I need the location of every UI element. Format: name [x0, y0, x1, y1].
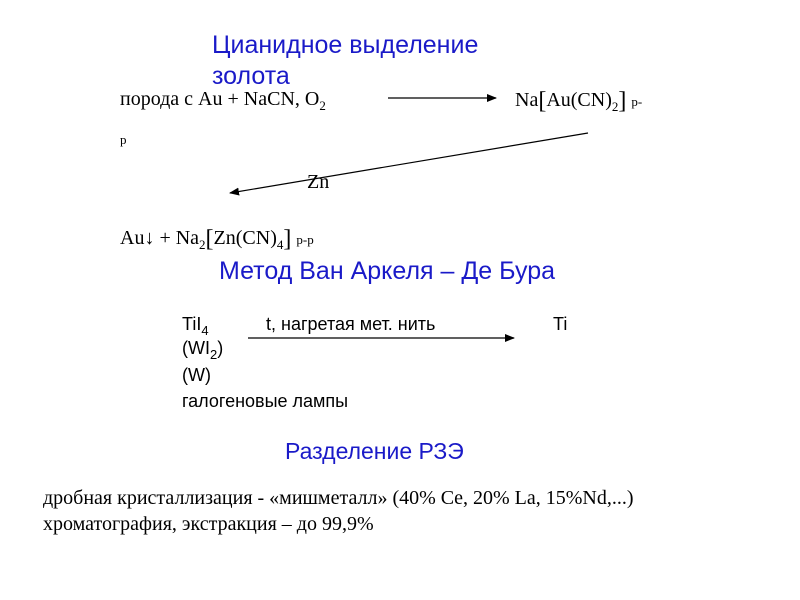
section-title-ree: Разделение РЗЭ [285, 438, 464, 464]
ree-line-1: дробная кристаллизация - «мишметалл» (40% Ce, 20% La, 15%Nd,...) [43, 487, 634, 509]
ree-line-2: хроматография, экстракция – до 99,9% [43, 513, 374, 535]
product-core: Au(CN) [546, 89, 612, 111]
product-state-1: р- [631, 94, 643, 109]
result-bracket-open: [ [205, 226, 214, 252]
reaction2-condition: t, нагретая мет. нить [266, 314, 436, 334]
w-metal: (W) [182, 365, 211, 385]
result-bracket-close: ] [283, 226, 292, 252]
wi-close: ) [217, 338, 224, 358]
section-title-cyanide: Цианидное выделение золота [212, 31, 479, 90]
product-na: Na [515, 89, 539, 111]
result-subscript: 4 [276, 237, 284, 252]
tii-text: TiI [182, 314, 202, 334]
reaction2-product: Ti [553, 314, 568, 334]
wi-subscript: 2 [209, 347, 218, 362]
result-core: Zn(CN) [213, 227, 277, 249]
product-bracket-open: [ [538, 88, 547, 114]
reagent-zn: Zn [307, 171, 330, 193]
product-state-2: р [120, 132, 127, 147]
result-text: Au↓ + Na [120, 227, 200, 249]
section-title-van-arkel: Метод Ван Аркеля – Де Бура [219, 257, 556, 285]
result-state: р-р [296, 232, 314, 247]
reactants-text: порода с Au + NaCN, O [120, 88, 320, 110]
tii-subscript: 4 [201, 323, 209, 338]
halogen-lamps-note: галогеновые лампы [182, 391, 349, 411]
product-bracket-close: ] [618, 88, 627, 114]
product-subscript: 2 [611, 99, 619, 114]
result-na-subscript: 2 [199, 237, 206, 252]
arrow-zn-reduction [230, 133, 588, 193]
o2-subscript: 2 [319, 98, 326, 113]
wi-open: (WI [182, 338, 210, 358]
